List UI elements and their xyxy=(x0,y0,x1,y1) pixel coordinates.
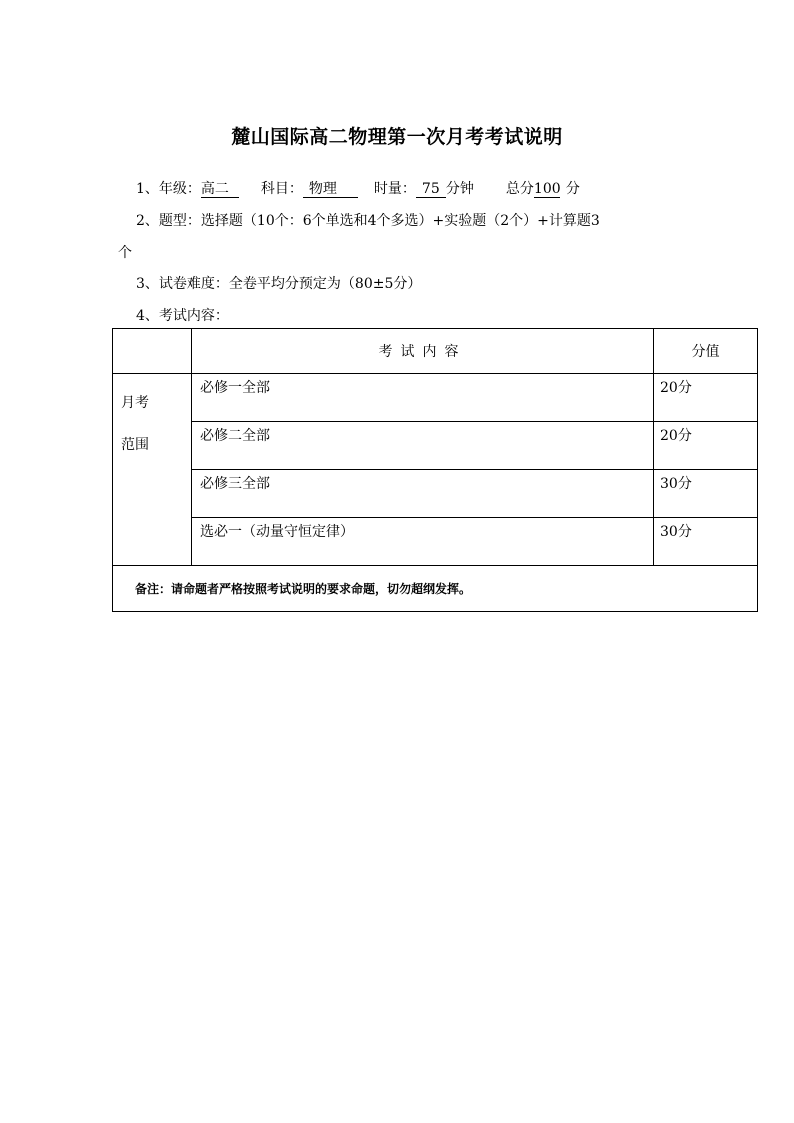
note-cell: 备注：请命题者严格按照考试说明的要求命题，切勿超纲发挥。 xyxy=(113,566,758,612)
content-cell: 选必一（动量守恒定律） xyxy=(192,518,654,566)
subject-value: 物理 xyxy=(303,182,358,198)
score-cell: 20分 xyxy=(654,422,758,470)
table-row xyxy=(113,374,758,422)
range-label-2: 范围 xyxy=(121,437,149,453)
score-cell: 20分 xyxy=(654,374,758,422)
range-label-1: 月考 xyxy=(121,395,149,411)
exam-content-table xyxy=(112,328,758,612)
grade-label: 1、年级： xyxy=(136,181,201,197)
info-line-content-heading: 4、考试内容： xyxy=(136,308,229,324)
info-line-question-types-cont: 个 xyxy=(118,245,132,261)
content-cell: 必修二全部 xyxy=(192,422,654,470)
total-value: 100 xyxy=(533,181,561,197)
time-value: 75 xyxy=(416,182,446,198)
subject-label: 科目： xyxy=(260,181,303,197)
header-empty-cell xyxy=(113,329,192,374)
total-unit: 分 xyxy=(565,181,580,197)
page-title: 麓山国际高二物理第一次月考考试说明 xyxy=(231,126,563,148)
table-row xyxy=(113,518,758,566)
grade-value: 高二 xyxy=(201,182,239,198)
info-line-difficulty: 3、试卷难度：全卷平均分预定为（80±5分） xyxy=(136,276,422,292)
header-content-cell: 考试内容 xyxy=(192,329,654,374)
score-cell: 30分 xyxy=(654,518,758,566)
time-unit: 分钟 xyxy=(445,181,474,197)
table-header-row xyxy=(113,329,758,374)
info-line-question-types: 2、题型：选择题（10个：6个单选和4个多选）+实验题（2个）+计算题3 xyxy=(136,213,600,229)
total-label: 总分 xyxy=(505,181,534,197)
score-cell: 30分 xyxy=(654,470,758,518)
content-cell: 必修三全部 xyxy=(192,470,654,518)
exam-range-cell xyxy=(113,374,192,566)
header-score-cell: 分值 xyxy=(654,329,758,374)
content-cell: 必修一全部 xyxy=(192,374,654,422)
info-line-grade-subject xyxy=(136,178,580,198)
table-row xyxy=(113,422,758,470)
time-label: 时量： xyxy=(373,181,416,197)
table-note-row xyxy=(113,566,758,612)
table-row xyxy=(113,470,758,518)
